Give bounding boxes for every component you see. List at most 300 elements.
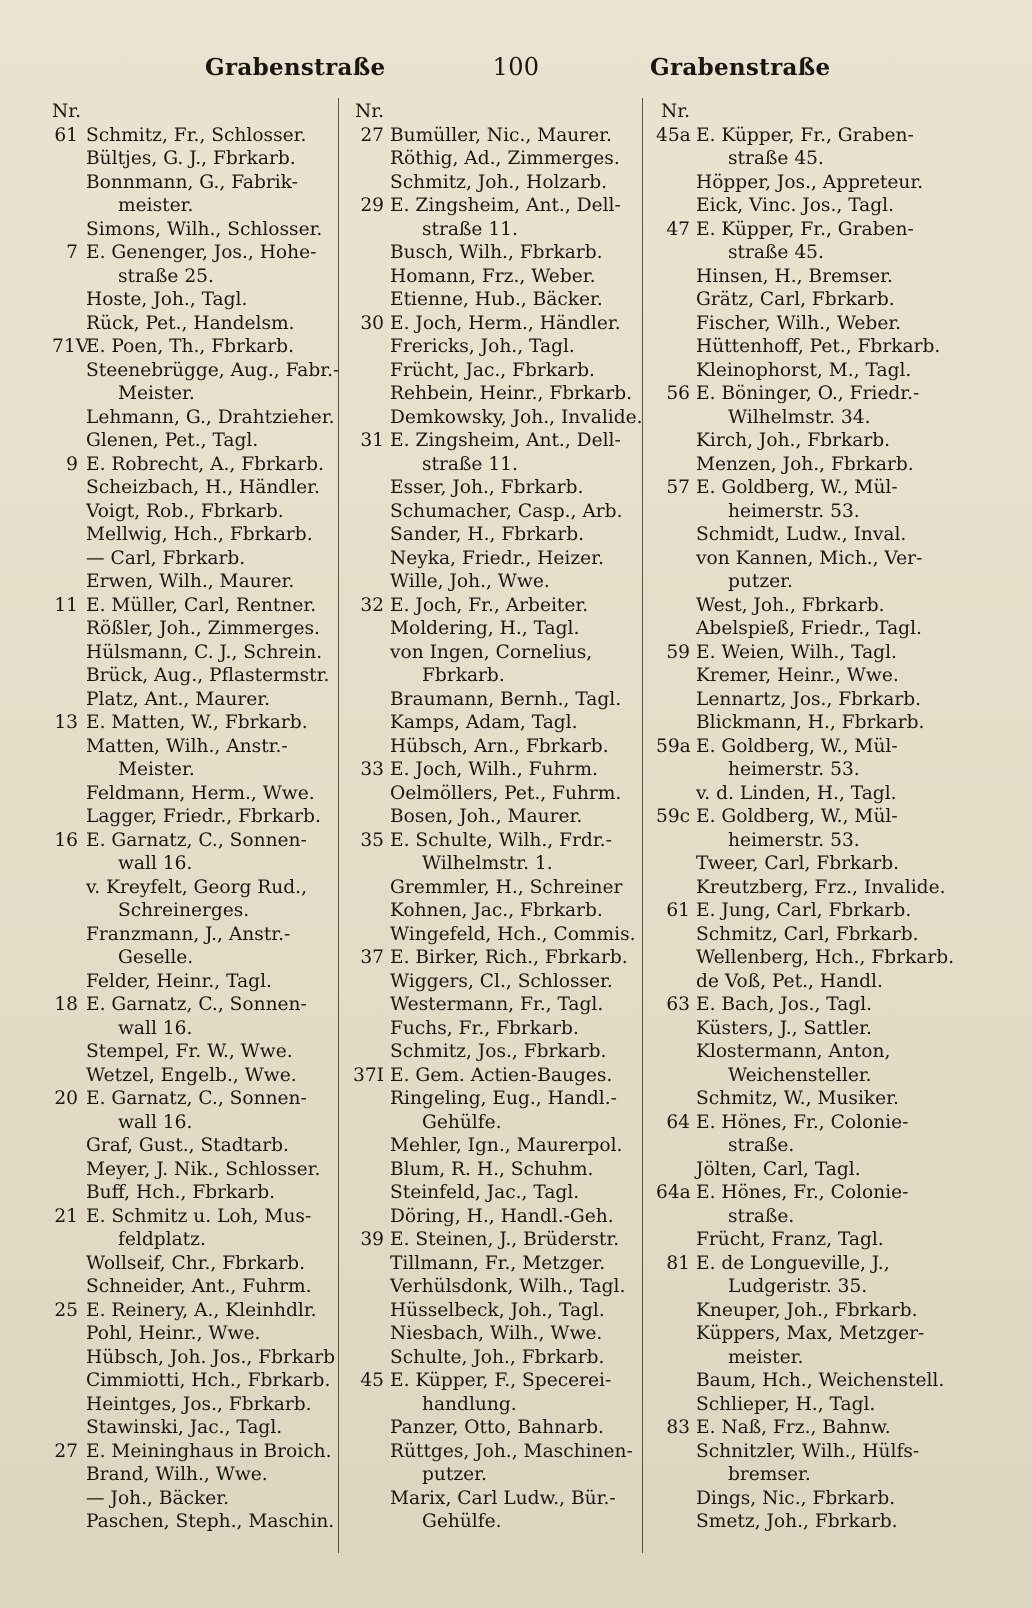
resident-entry: Schnitzler, Wilh., Hülfs-: [696, 1440, 920, 1462]
resident-entry: Voigt, Rob., Fbrkarb.: [86, 500, 284, 522]
directory-entry: [350, 1416, 640, 1440]
resident-entry: Blickmann, H., Fbrkarb.: [696, 712, 925, 733]
directory-entry: [350, 899, 640, 923]
directory-entry: [656, 147, 946, 171]
resident-entry: Wetzel, Engelb., Wwe.: [86, 1064, 297, 1086]
entry-continuation: wall 16.: [118, 1111, 193, 1133]
resident-entry: E. Joch, Fr., Arbeiter.: [390, 594, 589, 616]
resident-entry: Kleinophorst, M., Tagl.: [696, 359, 912, 381]
resident-entry: Hübsch, Joh. Jos., Fbrkarb: [86, 1346, 336, 1368]
directory-entry: [350, 852, 640, 876]
resident-entry: Schmitz, Joh., Holzarb.: [390, 171, 608, 193]
directory-entry: [350, 1064, 640, 1088]
resident-entry: E. Weien, Wilh., Tagl.: [696, 641, 897, 663]
directory-entry: [52, 1205, 337, 1229]
resident-entry: Lennartz, Jos., Fbrkarb.: [696, 688, 922, 710]
directory-entry: [656, 1158, 946, 1182]
entry-continuation: putzer.: [422, 1464, 487, 1485]
resident-entry: Moldering, H., Tagl.: [390, 618, 580, 639]
directory-entry: [52, 1487, 337, 1511]
house-number: 16: [54, 829, 78, 851]
running-head-right: Grabenstraße: [650, 54, 831, 81]
directory-entry: [350, 288, 640, 312]
entry-continuation: straße 25.: [118, 265, 214, 287]
resident-entry: Schmitz, Fr., Schlosser.: [86, 124, 307, 146]
directory-entry: [350, 1205, 640, 1229]
resident-entry: Felder, Heinr., Tagl.: [86, 970, 272, 992]
directory-entry: [52, 805, 337, 829]
resident-entry: Schmidt, Ludw., Inval.: [696, 524, 907, 545]
entry-continuation: putzer.: [728, 571, 793, 592]
directory-entry: [656, 1111, 946, 1135]
directory-entry: [52, 406, 337, 430]
directory-entry: [52, 1228, 337, 1252]
directory-entry: [656, 711, 946, 735]
directory-entry: [52, 970, 337, 994]
entry-continuation: Gehülfe.: [422, 1111, 502, 1133]
directory-entry: [52, 1252, 337, 1276]
resident-entry: Rehbein, Heinr., Fbrkarb.: [390, 383, 633, 404]
directory-entry: [52, 852, 337, 876]
resident-entry: Fuchs, Fr., Fbrkarb.: [390, 1017, 579, 1039]
directory-entry: [656, 1322, 946, 1346]
directory-entry: [350, 1017, 640, 1041]
directory-entry: [52, 993, 337, 1017]
resident-entry: Schmitz, Jos., Fbrkarb.: [390, 1041, 607, 1062]
resident-entry: E. Küpper, Fr., Graben-: [696, 124, 914, 146]
directory-entry: [52, 1393, 337, 1417]
house-number: 45: [360, 1370, 384, 1391]
directory-entry: [656, 1510, 946, 1534]
directory-entry: [656, 594, 946, 618]
resident-entry: Jölten, Carl, Tagl.: [696, 1158, 861, 1180]
resident-entry: von Ingen, Cornelius,: [390, 641, 593, 663]
resident-entry: Bosen, Joh., Maurer.: [390, 806, 583, 827]
resident-entry: Graf, Gust., Stadtarb.: [86, 1135, 289, 1156]
directory-entry: [656, 970, 946, 994]
resident-entry: Erwen, Wilh., Maurer.: [86, 571, 295, 592]
directory-entry: [350, 970, 640, 994]
house-number: 27: [54, 1440, 78, 1462]
directory-entry: [350, 641, 640, 665]
resident-entry: Feldmann, Herm., Wwe.: [86, 782, 315, 804]
resident-entry: Hinsen, H., Bremser.: [696, 265, 893, 287]
resident-entry: Rößler, Joh., Zimmerges.: [86, 618, 320, 639]
resident-entry: Kreutzberg, Frz., Invalide.: [696, 876, 946, 898]
resident-entry: Brand, Wilh., Wwe.: [86, 1464, 268, 1485]
directory-entry: [350, 406, 643, 430]
directory-entry: [656, 194, 946, 218]
resident-entry: Marix, Carl Ludw., Bür.-: [390, 1487, 616, 1509]
resident-entry: Smetz, Joh., Fbrkarb.: [696, 1511, 898, 1532]
column-middle: [350, 100, 643, 1534]
directory-entry: [656, 735, 946, 759]
resident-entry: Schmitz, W., Musiker.: [696, 1088, 899, 1109]
directory-entry: [350, 241, 640, 265]
directory-entry: [656, 1087, 946, 1111]
directory-entry: [350, 1393, 640, 1417]
resident-entry: Höpper, Jos., Appreteur.: [696, 171, 924, 193]
directory-entry: [350, 1228, 640, 1252]
resident-entry: Westermann, Fr., Tagl.: [390, 994, 604, 1015]
directory-entry: [52, 547, 337, 571]
resident-entry: E. Garnatz, C., Sonnen-: [86, 994, 307, 1015]
house-number: 39: [360, 1229, 384, 1250]
resident-entry: E. Garnatz, C., Sonnen-: [86, 1088, 307, 1109]
directory-entry: [656, 1416, 946, 1440]
resident-entry: E. Schulte, Wilh., Frdr.-: [390, 829, 612, 851]
resident-entry: E. Jung, Carl, Fbrkarb.: [696, 900, 912, 921]
directory-entry: [52, 1111, 337, 1135]
resident-entry: Döring, H., Handl.-Geh.: [390, 1205, 614, 1227]
resident-entry: Baum, Hch., Weichenstell.: [696, 1370, 945, 1391]
house-number: 9: [66, 453, 78, 475]
resident-entry: E. Goldberg, W., Mül-: [696, 735, 898, 757]
directory-entry: [656, 1134, 946, 1158]
directory-entry: [350, 147, 640, 171]
entry-continuation: meister.: [728, 1346, 804, 1368]
directory-entry: [52, 218, 337, 242]
directory-entry: [656, 617, 946, 641]
entry-continuation: straße 11.: [422, 453, 518, 475]
resident-entry: Pohl, Heinr., Wwe.: [86, 1323, 261, 1344]
directory-entry: [350, 100, 640, 124]
directory-entry: [350, 1111, 640, 1135]
resident-entry: Eick, Vinc. Jos., Tagl.: [696, 195, 895, 216]
directory-entry: [350, 1087, 640, 1111]
directory-entry: [350, 382, 640, 406]
directory-entry: [52, 1322, 337, 1346]
resident-entry: Hülsmann, C. J., Schrein.: [86, 641, 323, 663]
resident-entry: Panzer, Otto, Bahnarb.: [390, 1417, 604, 1438]
entry-continuation: Wilhelmstr. 34.: [728, 406, 871, 428]
resident-entry: E. Birker, Rich., Fbrkarb.: [390, 947, 628, 968]
house-number: Nr.: [52, 101, 82, 122]
directory-entry: [52, 1087, 337, 1111]
house-number: 81: [666, 1252, 690, 1274]
directory-entry: [350, 664, 640, 688]
directory-entry: [350, 1299, 640, 1323]
directory-entry: [350, 594, 640, 618]
directory-entry: [52, 923, 337, 947]
resident-entry: Klostermann, Anton,: [696, 1041, 891, 1062]
directory-entry: [656, 1252, 946, 1276]
directory-entry: [52, 100, 337, 124]
resident-entry: Wiggers, Cl., Schlosser.: [390, 970, 613, 992]
directory-entry: [350, 523, 640, 547]
resident-entry: E. Meininghaus in Broich.: [86, 1440, 332, 1462]
resident-entry: Schlieper, H., Tagl.: [696, 1393, 876, 1415]
resident-entry: Grätz, Carl, Fbrkarb.: [696, 289, 895, 310]
directory-entry: [350, 805, 640, 829]
directory-entry: [656, 805, 946, 829]
resident-entry: Abelspieß, Friedr., Tagl.: [696, 618, 922, 639]
resident-entry: v. Kreyfelt, Georg Rud.,: [86, 876, 307, 898]
directory-entry: [350, 500, 640, 524]
directory-entry: [350, 1487, 640, 1511]
directory-entry: [656, 570, 946, 594]
directory-entry: [52, 1416, 337, 1440]
directory-entry: [52, 899, 337, 923]
directory-entry: [350, 1322, 640, 1346]
directory-entry: [52, 453, 337, 477]
directory-entry: [350, 1463, 640, 1487]
directory-entry: [656, 523, 946, 547]
directory-entry: [350, 876, 640, 900]
resident-entry: Meyer, J. Nik., Schlosser.: [86, 1158, 321, 1180]
directory-entry: [52, 359, 340, 383]
resident-entry: Küppers, Max, Metzger-: [696, 1323, 925, 1344]
resident-entry: Bonnmann, G., Fabrik-: [86, 171, 298, 193]
resident-entry: E. Steinen, J., Brüderstr.: [390, 1229, 620, 1250]
house-number: 35: [360, 829, 384, 851]
resident-entry: Mellwig, Hch., Fbrkarb.: [86, 524, 313, 545]
directory-entry: [350, 429, 640, 453]
directory-entry: [52, 194, 337, 218]
resident-entry: Sander, H., Fbrkarb.: [390, 524, 585, 545]
directory-entry: [350, 946, 640, 970]
directory-entry: [350, 1252, 640, 1276]
directory-entry: [52, 1440, 337, 1464]
directory-entry: [656, 1369, 946, 1393]
entry-continuation: wall 16.: [118, 1017, 193, 1039]
directory-entry: [52, 570, 337, 594]
directory-entry: [350, 124, 640, 148]
resident-entry: E. Böninger, O., Friedr.-: [696, 383, 920, 404]
resident-entry: Kamps, Adam, Tagl.: [390, 712, 578, 733]
directory-entry: [52, 1134, 337, 1158]
directory-entry: [350, 359, 640, 383]
directory-entry: [52, 171, 337, 195]
entry-continuation: Meister.: [118, 759, 195, 780]
directory-entry: [52, 1346, 337, 1370]
directory-entry: [350, 1346, 640, 1370]
column-divider: [642, 98, 643, 1553]
resident-entry: Ringeling, Eug., Handl.-: [390, 1088, 617, 1109]
resident-entry: Wingefeld, Hch., Commis.: [390, 923, 636, 945]
resident-entry: Röthig, Ad., Zimmerges.: [390, 148, 620, 169]
directory-entry: [52, 288, 337, 312]
entry-continuation: straße 45.: [728, 242, 824, 263]
directory-entry: [350, 1275, 640, 1299]
directory-entry: [656, 946, 955, 970]
resident-entry: Oelmöllers, Pet., Fuhrm.: [390, 782, 622, 804]
resident-entry: Heintges, Jos., Fbrkarb.: [86, 1393, 312, 1415]
house-number: 57: [666, 477, 690, 498]
directory-entry: [52, 1299, 337, 1323]
house-number: 59: [666, 641, 690, 663]
resident-entry: E. Genenger, Jos., Hohe-: [86, 242, 317, 263]
house-number: 56: [666, 383, 690, 404]
house-number: 7: [66, 242, 78, 263]
directory-entry: [350, 829, 640, 853]
resident-entry: v. d. Linden, H., Tagl.: [696, 782, 897, 804]
house-number: 61: [666, 900, 690, 921]
directory-entry: [350, 1158, 640, 1182]
directory-entry: [52, 124, 337, 148]
directory-entry: [656, 876, 946, 900]
directory-entry: [52, 782, 337, 806]
directory-entry: [350, 335, 640, 359]
directory-entry: [656, 1487, 946, 1511]
directory-entry: [656, 1205, 946, 1229]
directory-entry: [656, 406, 946, 430]
house-number: 37I: [352, 1064, 384, 1086]
resident-entry: E. Naß, Frz., Bahnw.: [696, 1417, 891, 1438]
entry-continuation: feldplatz.: [118, 1229, 206, 1250]
resident-entry: E. de Longueville, J.,: [696, 1252, 890, 1274]
resident-entry: Rück, Pet., Handelsm.: [86, 312, 295, 334]
directory-entry: [52, 1510, 337, 1534]
resident-entry: E. Hönes, Fr., Colonie-: [696, 1182, 909, 1203]
entry-continuation: Meister.: [118, 383, 195, 404]
resident-entry: Dings, Nic., Fbrkarb.: [696, 1487, 896, 1509]
directory-entry: [656, 382, 946, 406]
directory-entry: [52, 758, 337, 782]
directory-entry: [656, 124, 946, 148]
directory-entry: [350, 711, 640, 735]
resident-entry: E. Goldberg, W., Mül-: [696, 477, 898, 498]
resident-entry: E. Müller, Carl, Rentner.: [86, 594, 317, 616]
directory-entry: [52, 688, 337, 712]
resident-entry: Stawinski, Jac., Tagl.: [86, 1417, 283, 1438]
directory-entry: [52, 1369, 337, 1393]
house-number: 30: [360, 312, 384, 334]
directory-entry: [52, 1064, 337, 1088]
resident-entry: von Kannen, Mich., Ver-: [696, 547, 923, 569]
resident-entry: E. Hönes, Fr., Colonie-: [696, 1111, 909, 1133]
directory-entry: [656, 1040, 946, 1064]
directory-entry: [52, 711, 337, 735]
resident-entry: Küsters, J., Sattler.: [696, 1017, 872, 1039]
resident-entry: Hoste, Joh., Tagl.: [86, 289, 248, 310]
directory-entry: [350, 782, 640, 806]
running-head-left: Grabenstraße: [205, 54, 386, 81]
entry-continuation: heimerstr. 53.: [728, 500, 860, 522]
directory-entry: [656, 288, 946, 312]
page-header: [0, 50, 1032, 90]
entry-continuation: Gehülfe.: [422, 1511, 502, 1532]
entry-continuation: Schreinerges.: [118, 900, 250, 921]
column-left: [52, 100, 340, 1534]
directory-entry: [656, 1346, 946, 1370]
house-number: 33: [360, 759, 384, 780]
entry-continuation: handlung.: [422, 1393, 517, 1415]
directory-entry: [52, 876, 337, 900]
directory-entry: [656, 476, 946, 500]
resident-entry: Braumann, Bernh., Tagl.: [390, 688, 622, 710]
resident-entry: Neyka, Friedr., Heizer.: [390, 547, 604, 569]
resident-entry: Steinfeld, Jac., Tagl.: [390, 1182, 580, 1203]
directory-entry: [52, 735, 337, 759]
directory-entry: [350, 453, 640, 477]
directory-entry: [350, 1510, 640, 1534]
resident-entry: E. Matten, W., Fbrkarb.: [86, 712, 308, 733]
resident-entry: Rüttges, Joh., Maschinen-: [390, 1440, 633, 1462]
resident-entry: Schneider, Ant., Fuhrm.: [86, 1276, 312, 1297]
resident-entry: Frücht, Franz, Tagl.: [696, 1229, 884, 1250]
resident-entry: Simons, Wilh., Schlosser.: [86, 218, 323, 240]
directory-entry: [656, 100, 946, 124]
resident-entry: Lehmann, G., Drahtzieher.: [86, 406, 335, 428]
resident-entry: Mehler, Ign., Maurerpol.: [390, 1135, 623, 1156]
house-number: 18: [54, 994, 78, 1015]
resident-entry: Hübsch, Arn., Fbrkarb.: [390, 735, 609, 757]
house-number: 37: [360, 947, 384, 968]
entry-continuation: Fbrkarb.: [422, 665, 505, 686]
resident-entry: Buff, Hch., Fbrkarb.: [86, 1182, 276, 1203]
resident-entry: Stempel, Fr. W., Wwe.: [86, 1041, 293, 1062]
directory-entry: [350, 1369, 640, 1393]
resident-entry: Wellenberg, Hch., Fbrkarb.: [696, 947, 955, 968]
resident-entry: Hüttenhoff, Pet., Fbrkarb.: [696, 336, 941, 357]
directory-entry: [656, 641, 946, 665]
directory-entry: [52, 382, 337, 406]
house-number: 27: [360, 124, 384, 146]
house-number: 21: [54, 1205, 78, 1227]
directory-entry: [656, 688, 946, 712]
resident-entry: Frücht, Jac., Fbrkarb.: [390, 359, 595, 381]
directory-entry: [656, 664, 946, 688]
directory-entry: [52, 641, 337, 665]
resident-entry: Blum, R. H., Schuhm.: [390, 1158, 594, 1180]
directory-entry: [656, 923, 946, 947]
resident-entry: Kohnen, Jac., Fbrkarb.: [390, 900, 603, 921]
entry-continuation: straße.: [728, 1135, 795, 1156]
house-number: 59c: [656, 806, 691, 827]
resident-entry: Wollseif, Chr., Fbrkarb.: [86, 1252, 305, 1274]
resident-entry: de Voß, Pet., Handl.: [696, 970, 883, 992]
directory-entry: [656, 852, 946, 876]
resident-entry: Brück, Aug., Pflastermstr.: [86, 665, 330, 686]
directory-entry: [350, 1440, 640, 1464]
resident-entry: Franzmann, J., Anstr.-: [86, 923, 291, 945]
house-number: 13: [54, 712, 78, 733]
directory-entry: [52, 617, 337, 641]
resident-entry: Kremer, Heinr., Wwe.: [696, 665, 899, 686]
directory-entry: [656, 758, 946, 782]
directory-entry: [656, 1463, 946, 1487]
directory-entry: [52, 1017, 337, 1041]
directory-entry: [656, 1181, 946, 1205]
resident-entry: Schulte, Joh., Fbrkarb.: [390, 1346, 605, 1368]
directory-entry: [656, 1017, 946, 1041]
directory-entry: [52, 429, 337, 453]
directory-entry: [656, 1393, 946, 1417]
resident-entry: Cimmiotti, Hch., Fbrkarb.: [86, 1370, 331, 1391]
directory-entry: [656, 1275, 946, 1299]
directory-entry: [52, 946, 337, 970]
directory-entry: [656, 993, 946, 1017]
directory-entry: [52, 476, 337, 500]
resident-entry: E. Goldberg, W., Mül-: [696, 806, 898, 827]
resident-entry: Schmitz, Carl, Fbrkarb.: [696, 923, 919, 945]
directory-entry: [52, 335, 337, 359]
directory-entry: [52, 1275, 337, 1299]
directory-entry: [656, 1228, 946, 1252]
resident-entry: Esser, Joh., Fbrkarb.: [390, 477, 584, 498]
directory-entry: [350, 570, 640, 594]
directory-entry: [656, 1064, 946, 1088]
resident-entry: Bültjes, G. J., Fbrkarb.: [86, 148, 296, 169]
directory-entry: [350, 758, 640, 782]
resident-entry: Bumüller, Nic., Maurer.: [390, 124, 612, 146]
directory-entry: [656, 359, 946, 383]
directory-entry: [52, 1040, 337, 1064]
resident-entry: — Joh., Bäcker.: [86, 1487, 230, 1509]
resident-entry: E. Joch, Wilh., Fuhrm.: [390, 759, 598, 780]
resident-entry: Glenen, Pet., Tagl.: [86, 430, 259, 451]
